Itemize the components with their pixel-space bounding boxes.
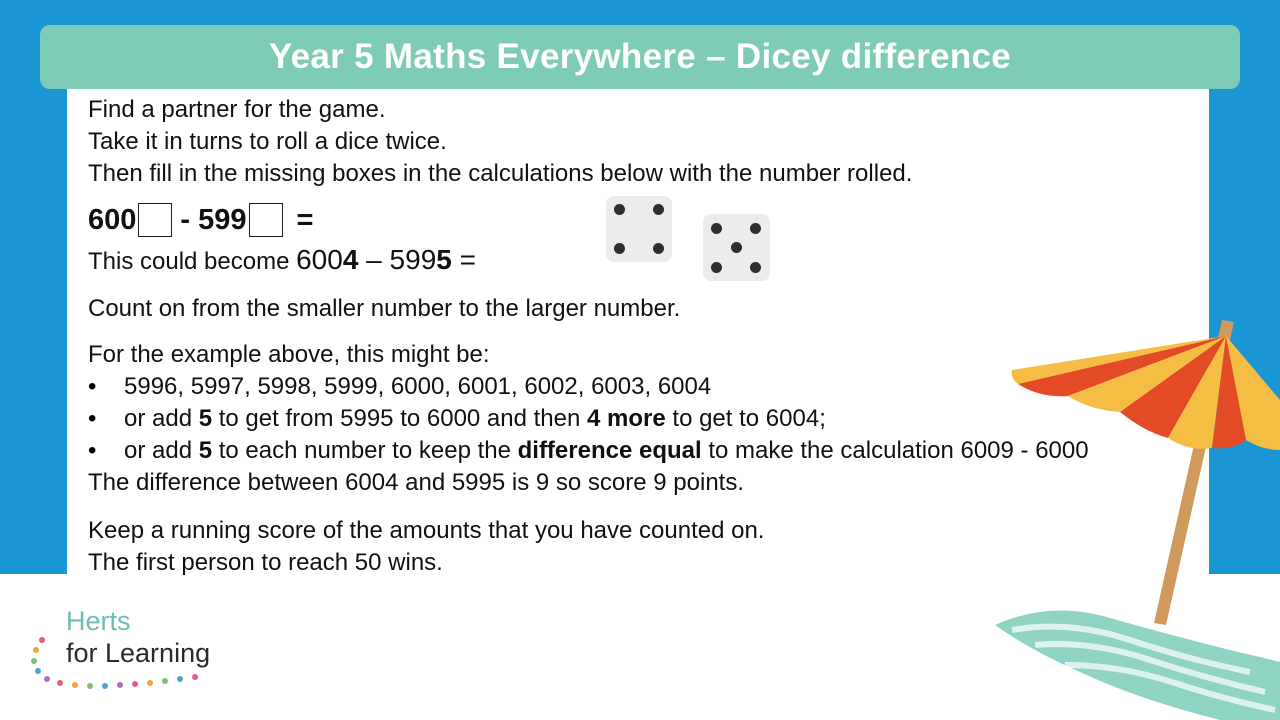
logo-herts: Herts bbox=[66, 606, 131, 636]
example-d2: 5 bbox=[436, 244, 452, 275]
winner-line: The first person to reach 50 wins. bbox=[88, 549, 443, 576]
intro-line-2: Take it in turns to roll a dice twice. bbox=[88, 128, 447, 155]
dice-five bbox=[703, 214, 770, 281]
pip bbox=[614, 204, 625, 215]
bullet-1: 5996, 5997, 5998, 5999, 6000, 6001, 6002, 6003, 6004 bbox=[124, 373, 712, 400]
intro-line-3: Then fill in the missing boxes in the calculations below with the number rolled. bbox=[88, 160, 913, 187]
bullet-2 bbox=[124, 405, 826, 433]
bullet-2-d: 4 more bbox=[587, 405, 666, 432]
bullet-dot: • bbox=[88, 405, 97, 432]
beach-umbrella-icon bbox=[990, 300, 1280, 720]
bullet-3-c: to each number to keep the bbox=[212, 437, 518, 464]
pip bbox=[614, 243, 625, 254]
example-n2: 599 bbox=[389, 244, 437, 275]
pip bbox=[731, 242, 742, 253]
running-score-line: Keep a running score of the amounts that you have counted on. bbox=[88, 517, 765, 544]
equation-part1: 600 bbox=[88, 203, 137, 236]
bullet-2-a: or add bbox=[124, 405, 199, 432]
example-n1: 600 bbox=[296, 244, 343, 275]
bullet-3-a: or add bbox=[124, 437, 199, 464]
intro-line-1: Find a partner for the game. bbox=[88, 96, 386, 123]
example-line bbox=[88, 246, 476, 276]
pip bbox=[711, 262, 722, 273]
equation-minus: - 599 bbox=[180, 203, 247, 236]
bullet-2-b: 5 bbox=[198, 405, 213, 432]
bullet-3-e: to make the calculation 6009 - 6000 bbox=[701, 437, 1089, 464]
equation bbox=[88, 203, 313, 237]
pip bbox=[750, 262, 761, 273]
answer-box-1[interactable] bbox=[138, 203, 172, 237]
equation-equals: = bbox=[296, 203, 314, 236]
example-eq: = bbox=[451, 244, 476, 275]
example-prefix: This could become bbox=[88, 248, 297, 275]
example-op: – bbox=[358, 244, 390, 275]
page-title: Year 5 Maths Everywhere – Dicey difference bbox=[268, 37, 1012, 76]
pip bbox=[750, 223, 761, 234]
dice-four bbox=[606, 196, 672, 262]
herts-for-learning-logo bbox=[20, 600, 260, 700]
bullet-3 bbox=[124, 437, 1089, 465]
bullet-3-b: 5 bbox=[198, 437, 213, 464]
bullet-3-d: difference equal bbox=[517, 437, 702, 464]
pip bbox=[653, 204, 664, 215]
answer-box-2[interactable] bbox=[249, 203, 283, 237]
pip bbox=[711, 223, 722, 234]
example-lead: For the example above, this might be: bbox=[88, 341, 490, 368]
bullet-2-c: to get from 5995 to 6000 and then bbox=[212, 405, 588, 432]
difference-line: The difference between 6004 and 5995 is 9 so score 9 points. bbox=[88, 469, 745, 496]
bullet-dot: • bbox=[88, 437, 97, 464]
count-on-text: Count on from the smaller number to the larger number. bbox=[88, 295, 681, 322]
example-d1: 4 bbox=[342, 244, 359, 275]
logo-for-learning: for Learning bbox=[66, 638, 211, 668]
bullet-dot: • bbox=[88, 373, 97, 400]
bullet-2-e: to get to 6004; bbox=[665, 405, 826, 432]
pip bbox=[653, 243, 664, 254]
title-bar bbox=[40, 25, 1240, 89]
